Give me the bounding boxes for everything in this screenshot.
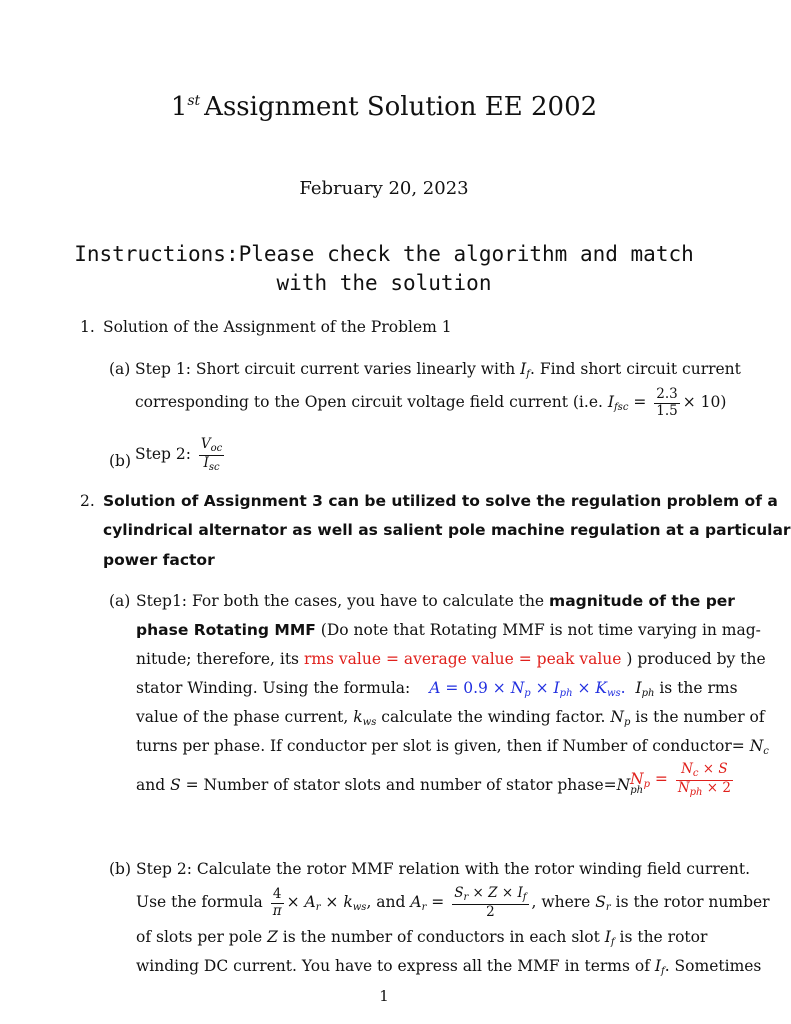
item-2-number: 2.	[80, 492, 95, 510]
np-formula: $N_p$ = $\frac{N_c \times S}{N_{ph} \times 2}$	[630, 761, 731, 798]
item-2a-line-6: turns per phase. If conductor per slot is given, then if Number of conductor= $N_c$	[136, 737, 769, 757]
item-1a-line-2: corresponding to the Open circuit voltage field current (i.e. $I_{fsc}$ = $\frac{2.3}{1.5}$ × 10)	[135, 386, 727, 419]
voc-isc-fraction: $\frac{V_{oc}}{I_{sc}}$	[200, 436, 223, 473]
page-title: 1st Assignment Solution EE 2002	[170, 92, 598, 122]
item-1a-label: (a)	[109, 360, 131, 378]
item-1b-label: (b)	[109, 452, 132, 470]
item-2a-line-7: and S = Number of stator slots and number of stator $phase=N_{ph}$	[136, 776, 644, 796]
ratio-fraction: $\frac{2.3}{1.5}$	[656, 386, 678, 419]
item-2a-label: (a)	[109, 592, 131, 610]
item-2b-line-4: winding DC current. You have to express all the MMF in terms of $I_f$. Sometimes	[136, 957, 762, 977]
item-2a-line-2: phase Rotating MMF (Do note that Rotating MMF is not time varying in mag-	[136, 621, 761, 639]
item-2b-label: (b)	[109, 860, 132, 878]
item-1a-line-1: Step 1: Short circuit current varies linearly with $I_f$. Find short circuit current	[135, 360, 741, 380]
item-2a-line-3: nitude; therefore, its rms value = average value = peak value ) produced by the	[136, 650, 766, 668]
page-number: 1	[379, 987, 389, 1005]
item-2-bold-line-1: Solution of Assignment 3 can be utilized to solve the regulation problem of a	[103, 492, 778, 510]
item-1b-text: Step 2: $\frac{V_{oc}}{I_{sc}}$	[135, 436, 223, 473]
item-2-bold-line-3: power factor	[103, 551, 215, 569]
item-2a-line-5: value of the phase current, $k_{ws}$ calculate the winding factor. $N_p$ is the number of	[136, 708, 765, 728]
item-2b-line-1: Step 2: Calculate the rotor MMF relation with the rotor winding field current.	[136, 860, 751, 878]
item-2a-line-1: Step1: For both the cases, you have to calculate the magnitude of the per	[136, 592, 735, 610]
item-2b-line-2: Use the formula $\frac{4}{\pi}$ × $A_r \times k_{ws}$, and $A_r$ = $\frac{S_r \times Z \times I_f}{2}$ , where $S_r$ is the rotor number	[136, 885, 770, 920]
instructions-line-1: Instructions:Please check the algorithm and match	[74, 242, 694, 266]
item-2b-line-3: of slots per pole Z is the number of conductors in each slot $I_f$ is the rotor	[136, 928, 708, 948]
item-1-text: Solution of the Assignment of the Problem 1	[103, 318, 452, 336]
item-1-number: 1.	[80, 318, 95, 336]
instructions-line-2: with the solution	[276, 271, 492, 295]
item-2-bold-line-2: cylindrical alternator as well as salient pole machine regulation at a particular	[103, 521, 791, 539]
item-2a-line-4: stator Winding. Using the formula: $A = 0.9 \times N_p \times I_{ph} \times K_{ws}$. $I_{ph}$ is the rms	[136, 679, 738, 699]
document-date: February 20, 2023	[299, 178, 469, 199]
